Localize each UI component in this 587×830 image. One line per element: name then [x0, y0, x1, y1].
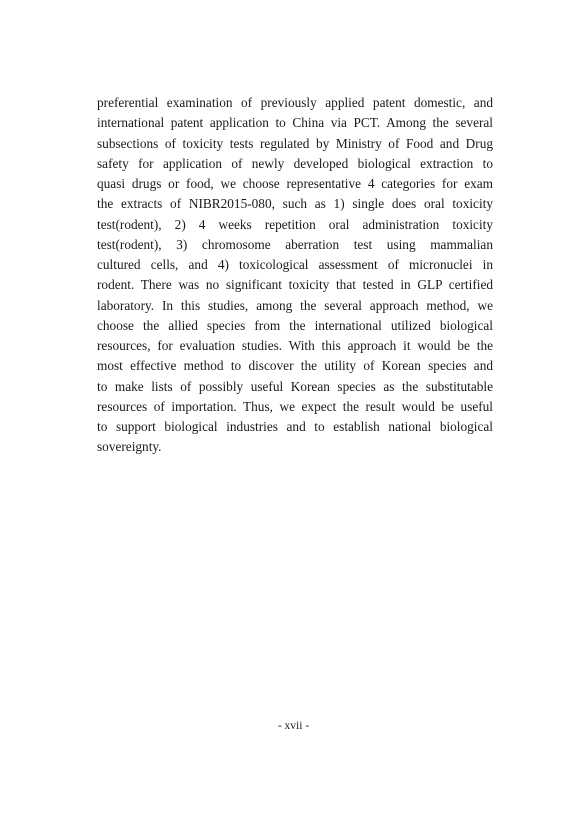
paragraph-line: to support biological industries and to establish national biological: [97, 419, 493, 434]
paragraph-line: international patent application to China via PCT. Among the several: [97, 115, 493, 131]
paragraph-line: to make lists of possibly useful Korean species as the substitutable: [97, 378, 493, 394]
paragraph-line: laboratory. In this studies, among the several approach method, we: [97, 297, 493, 313]
body-paragraph: [97, 93, 493, 458]
paragraph-line: resources, for evaluation studies. With this approach it would be the: [97, 338, 493, 353]
paragraph-line: subsections of toxicity tests regulated by Ministry of Food and Drug: [97, 135, 493, 151]
paragraph-line: choose the allied species from the international utilized biological: [97, 317, 493, 333]
paragraph-line: cultured cells, and 4) toxicological assessment of micronuclei in: [97, 257, 493, 272]
paragraph-line: safety for application of newly developed biological extraction to: [97, 155, 493, 171]
paragraph-line: rodent. There was no significant toxicity that tested in GLP certified: [97, 277, 493, 293]
paragraph-line: sovereignty.: [97, 439, 162, 455]
page-number: - xvii -: [277, 720, 310, 732]
paragraph-line: quasi drugs or food, we choose representative 4 categories for exam: [97, 176, 493, 191]
paragraph-line: resources of importation. Thus, we expect the result would be useful: [97, 398, 493, 414]
paragraph-line: test(rodent), 3) chromosome aberration test using mammalian: [97, 236, 493, 252]
paragraph-line: most effective method to discover the utility of Korean species and: [97, 358, 493, 374]
paragraph-line: the extracts of NIBR2015-080, such as 1) single does oral toxicity: [97, 196, 493, 212]
paragraph-line: test(rodent), 2) 4 weeks repetition oral administration toxicity: [97, 216, 493, 232]
paragraph-line: preferential examination of previously applied patent domestic, and: [97, 95, 493, 110]
